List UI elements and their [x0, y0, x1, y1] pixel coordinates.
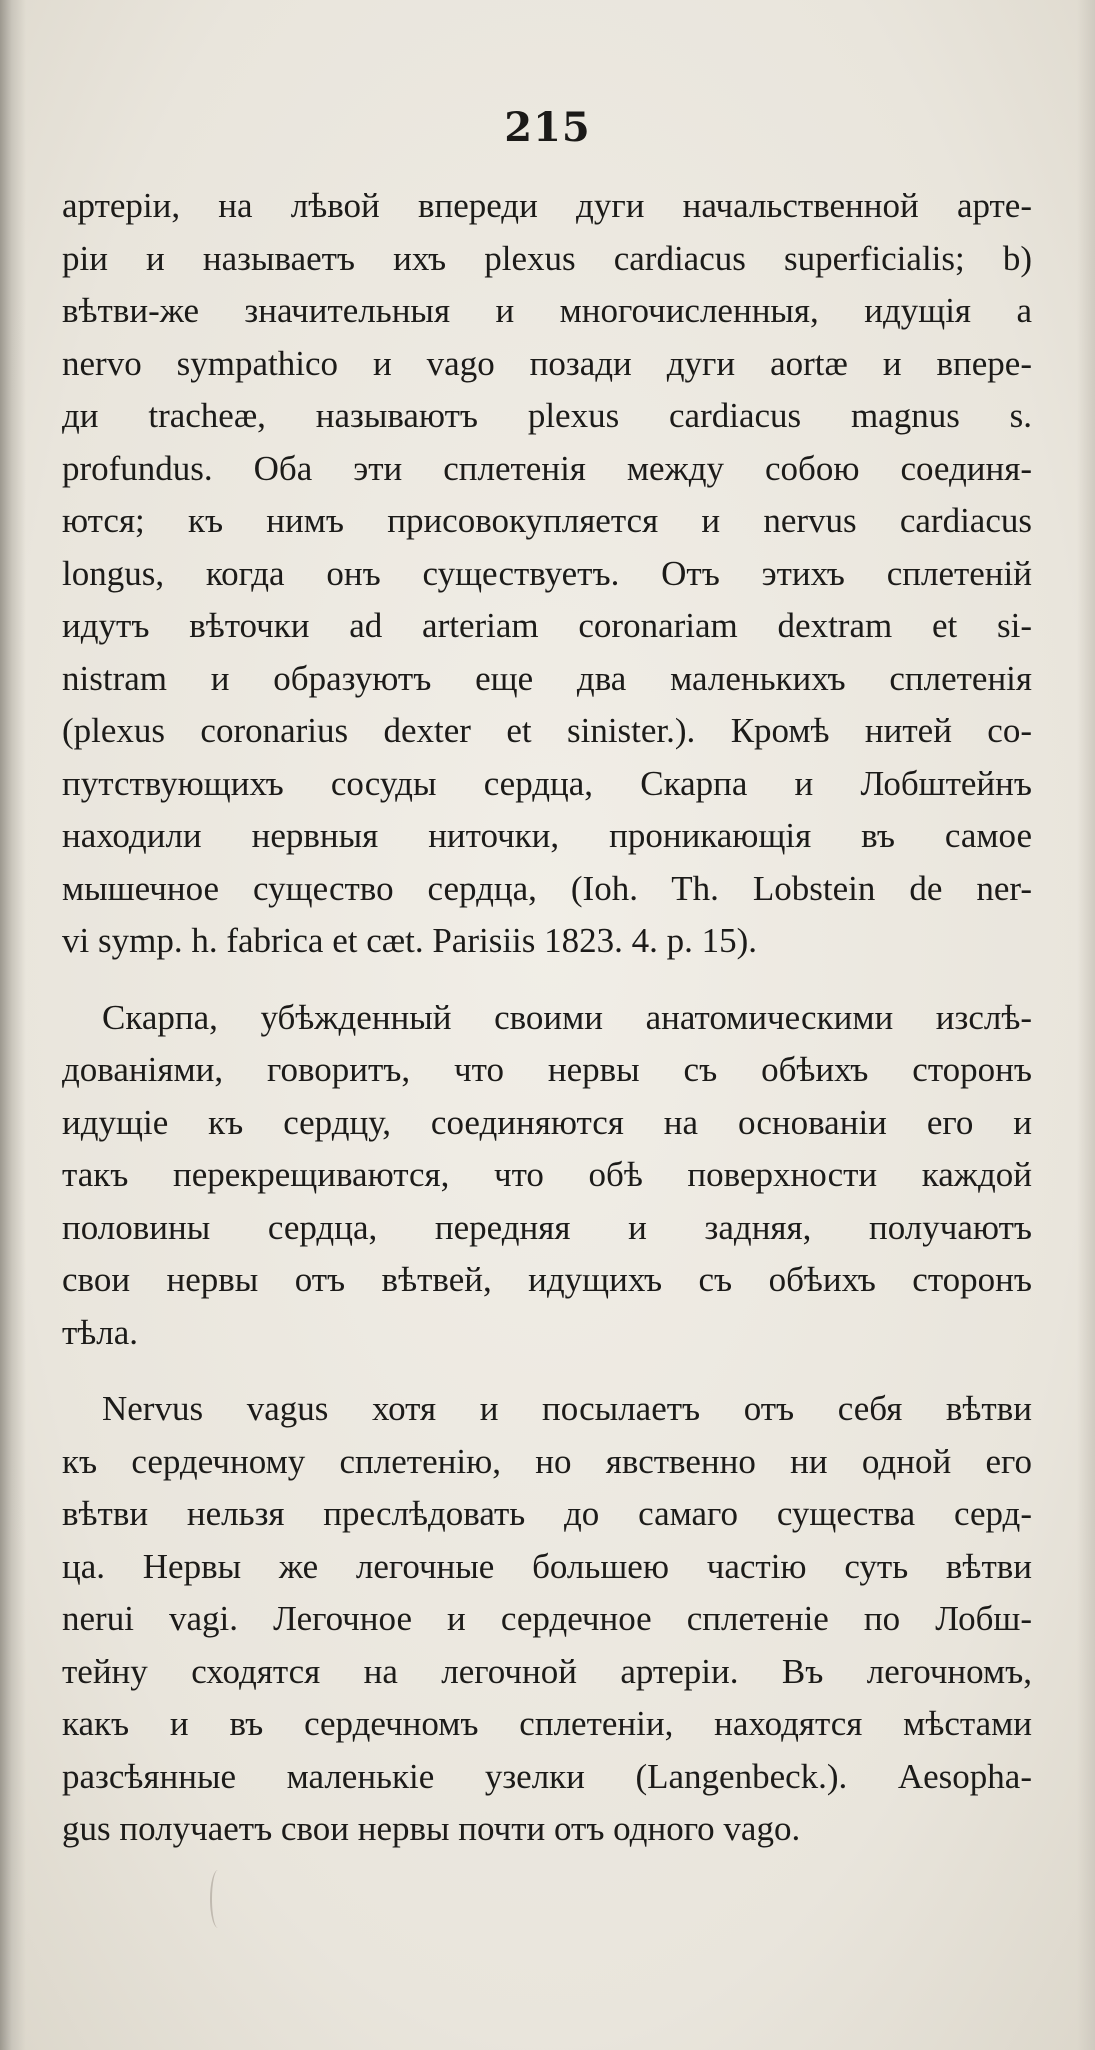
text-line: ются; къ нимъ присовокупляется и nervus cardiacus [62, 501, 1032, 540]
text-line: вѣтви-же значительныя и многочисленныя, идущія а [62, 291, 1032, 330]
text-line: къ сердечному сплетенію, но явственно ни одной его [62, 1441, 1032, 1481]
text-line: такъ перекрещиваются, что обѣ поверхности каждой [62, 1155, 1032, 1194]
text-line: Скарпа, убѣжденный своими анатомическими изслѣ- [102, 997, 1032, 1037]
text-line: вѣтви нельзя преслѣдовать до самаго существа серд- [62, 1494, 1032, 1533]
text-line: половины сердца, передняя и задняя, получаютъ [62, 1207, 1032, 1247]
paragraph-gap [62, 1359, 1032, 1383]
text-line: profundus. Оба эти сплетенія между собою соединя- [62, 448, 1032, 488]
body-text [62, 180, 1032, 1856]
text-line: мышечное существо сердца, (Ioh. Th. Lobstein de ner- [62, 868, 1032, 908]
text-line: путствующихъ сосуды сердца, Скарпа и Лобштейнъ [62, 763, 1032, 803]
pencil-mark [210, 1870, 226, 1928]
text-line: gus получаетъ свои нервы почти отъ одного vago. [62, 1809, 801, 1848]
text-line: идутъ вѣточки ad arteriam coronariam dextram et si- [62, 606, 1032, 645]
text-line: тейну сходятся на легочной артеріи. Въ легочномъ, [62, 1651, 1032, 1691]
text-line: артеріи, на лѣвой впереди дуги начальственной арте- [62, 186, 1032, 225]
text-line: longus, когда онъ существуетъ. Отъ этихъ сплетеній [62, 553, 1032, 593]
page-edge [1077, 0, 1095, 2050]
text-line: находили нервныя ниточки, проникающія въ самое [62, 816, 1032, 855]
text-line: vi symp. h. fabrica et cæt. Parisiis 1823. 4. p. 15). [62, 921, 758, 960]
text-line: ца. Нервы же легочные большею частію суть вѣтви [62, 1546, 1032, 1586]
text-line: Nervus vagus хотя и посылаетъ отъ себя вѣтви [102, 1389, 1032, 1428]
text-line: nistram и образуютъ еще два маленькихъ сплетенія [62, 658, 1032, 698]
paragraph-gap [62, 968, 1032, 992]
text-line: ди tracheæ, называютъ plexus cardiacus magnus s. [62, 396, 1032, 435]
text-line: какъ и въ сердечномъ сплетеніи, находятся мѣстами [62, 1704, 1032, 1743]
text-line: дованіями, говоритъ, что нервы съ обѣихъ сторонъ [62, 1050, 1032, 1089]
text-line: разсѣянные маленькіе узелки (Langenbeck.). Aesopha- [62, 1756, 1032, 1796]
text-line: (plexus coronarius dexter et sinister.). Кромѣ нитей со- [62, 711, 1032, 750]
text-line: nerui vagi. Легочное и сердечное сплетеніе по Лобш- [62, 1599, 1032, 1638]
text-line: nervo sympathico и vago позади дуги aortæ и впере- [62, 343, 1032, 383]
page-number: 215 [504, 104, 591, 151]
text-line: ріи и называетъ ихъ plexus cardiacus superficialis; b) [62, 238, 1032, 278]
text-line: идущіе къ сердцу, соединяются на основаніи его и [62, 1102, 1032, 1142]
text-line: тѣла. [62, 1312, 139, 1352]
binding-shadow [0, 0, 26, 2050]
text-line: свои нервы отъ вѣтвей, идущихъ съ обѣихъ сторонъ [62, 1260, 1032, 1299]
